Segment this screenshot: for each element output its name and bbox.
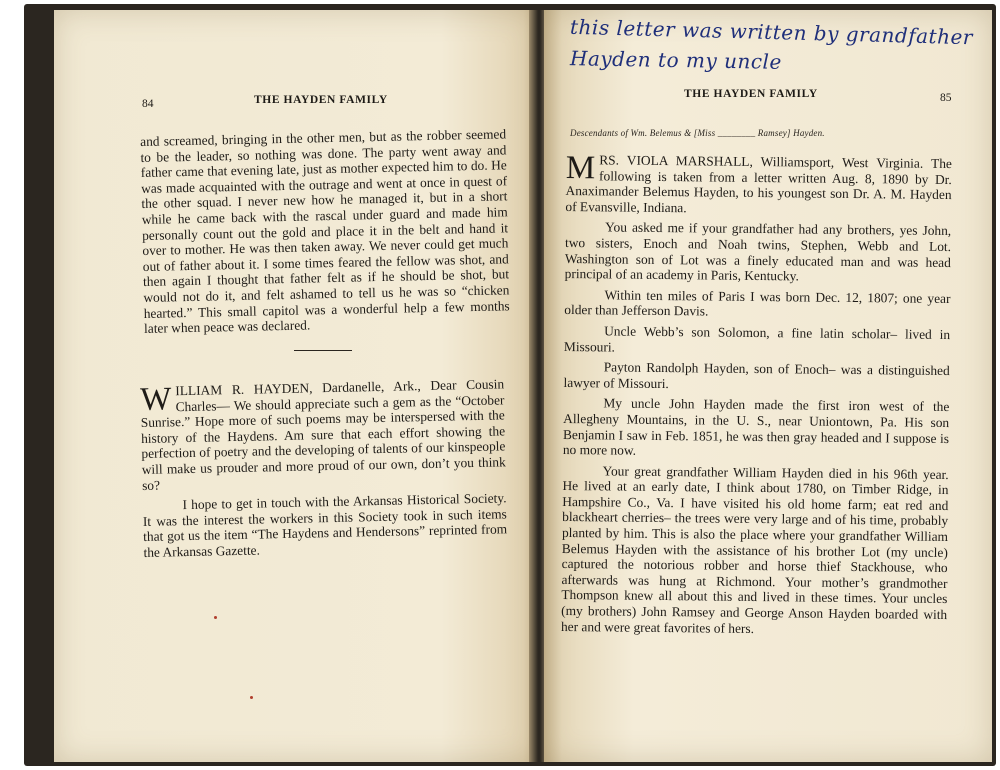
section-divider <box>294 350 352 351</box>
page-number: 84 <box>142 98 154 110</box>
entry-opening: MRS. VIOLA MARSHALL, Williamsport, West Virginia. The following is taken from a letter written Aug. 8, 1890 by Dr. Anaximander Belemus Hayden, to his youngest son Dr. A. M. Hayden of Evansville, Indiana. <box>565 150 952 216</box>
drop-cap: M <box>565 150 596 187</box>
page-number: 85 <box>940 92 952 104</box>
left-page <box>54 10 538 762</box>
paragraph: My uncle John Hayden made the first iron west of the Allegheny Mountains, in the U. S., near Uniontown, Pa. His son Benjamin I saw in Feb. 1851, he was then gray headed and I suppose is no more now. <box>562 395 950 458</box>
paragraph: I hope to get in touch with the Arkansas Historical Society. It was the interest the workers in this Society took in such items that got us the item “The Haydens and Hendersons” reprinted from the Arkansas Gazette. <box>142 490 508 560</box>
paragraph: Within ten miles of Paris I was born Dec. 12, 1807; one year older than Jefferson Davis. <box>564 287 951 319</box>
paragraph: Payton Randolph Hayden, son of Enoch– was a distinguished lawyer of Missouri. <box>563 359 950 391</box>
paragraph: Uncle Webb’s son Solomon, a fine latin scholar– lived in Missouri. <box>563 323 951 355</box>
lineage-subheading: Descendants of Wm. Belemus & [Miss ________ Ramsey] Hayden. <box>570 128 825 138</box>
handwritten-note-line2: Hayden to my uncle <box>569 46 782 74</box>
running-header: THE HAYDEN FAMILY <box>684 88 818 100</box>
right-page <box>544 10 992 762</box>
letter-opening: WILLIAM R. HAYDEN, Dardanelle, Ark., Dear Cousin Charles— We should appreciate such a gem as the “October Sunrise.” Hope more of such poems may be interspersed with the history of the Haydens. Am sure that each effort showing the perfection of poetry and the developing of talents of our kinspeople will make us prouder and more proud of our own, don’t you think so? <box>139 376 506 493</box>
paragraph: and screamed, bringing in the other men, but as the robber seemed to be the leader, so nothing was done. The party went away and father came that evening late, just as mother expected him to do. He was made acquainted with the outrage and went at once in quest of the other squad. I never new how he managed it, but in a short while he came back with the rascal under guard and made him personally count out the gold and place it in the belt and hand it over to mother. He was then taken away. We never could get much out of father about it. I some times feared the fellow was shot, and then again I thought that father felt as if he should be shot, but would not do it, and felt ashamed to tell us he was so “chicken hearted.” This small capitol was a wonderful help a few months later when peace was declared. <box>140 126 510 337</box>
running-header: THE HAYDEN FAMILY <box>254 94 388 106</box>
paragraph: You asked me if your grandfather had any brothers, yes John, two sisters, Enoch and Noah twins, Stephen, Webb and Lot. Washington son of Lot was a finely educated man and was head principal of an academy in Paris, Kentucky. <box>564 219 952 284</box>
drop-cap: W <box>139 381 172 418</box>
letter-entry <box>140 376 508 565</box>
book-spread <box>24 4 996 766</box>
handwritten-note-line1: this letter was written by grandfather <box>569 14 974 50</box>
paragraph: Your great grandfather William Hayden died in his 96th year. He lived at an early date, I think about 1780, on Timber Ridge, in Hampshire Co., Va. I have visited his old home farm; eat red and blackheart cherries– the trees were very large and of his time, probably planted by him. This is also the place where your grandfather William Belemus Hayden with the assistance of his brother Lot (my uncle) captured the notorious robber and horse thief Stackhouse, who afterwards was hung at Richmond. Your mother’s grandmother Thompson knew all about this and lived in these times. Your uncles (my brothers) John Ramsey and George Anson Hayden boarded with her and were great favorites of hers. <box>560 463 949 636</box>
continued-text <box>140 126 510 341</box>
letter-entry <box>561 152 952 643</box>
